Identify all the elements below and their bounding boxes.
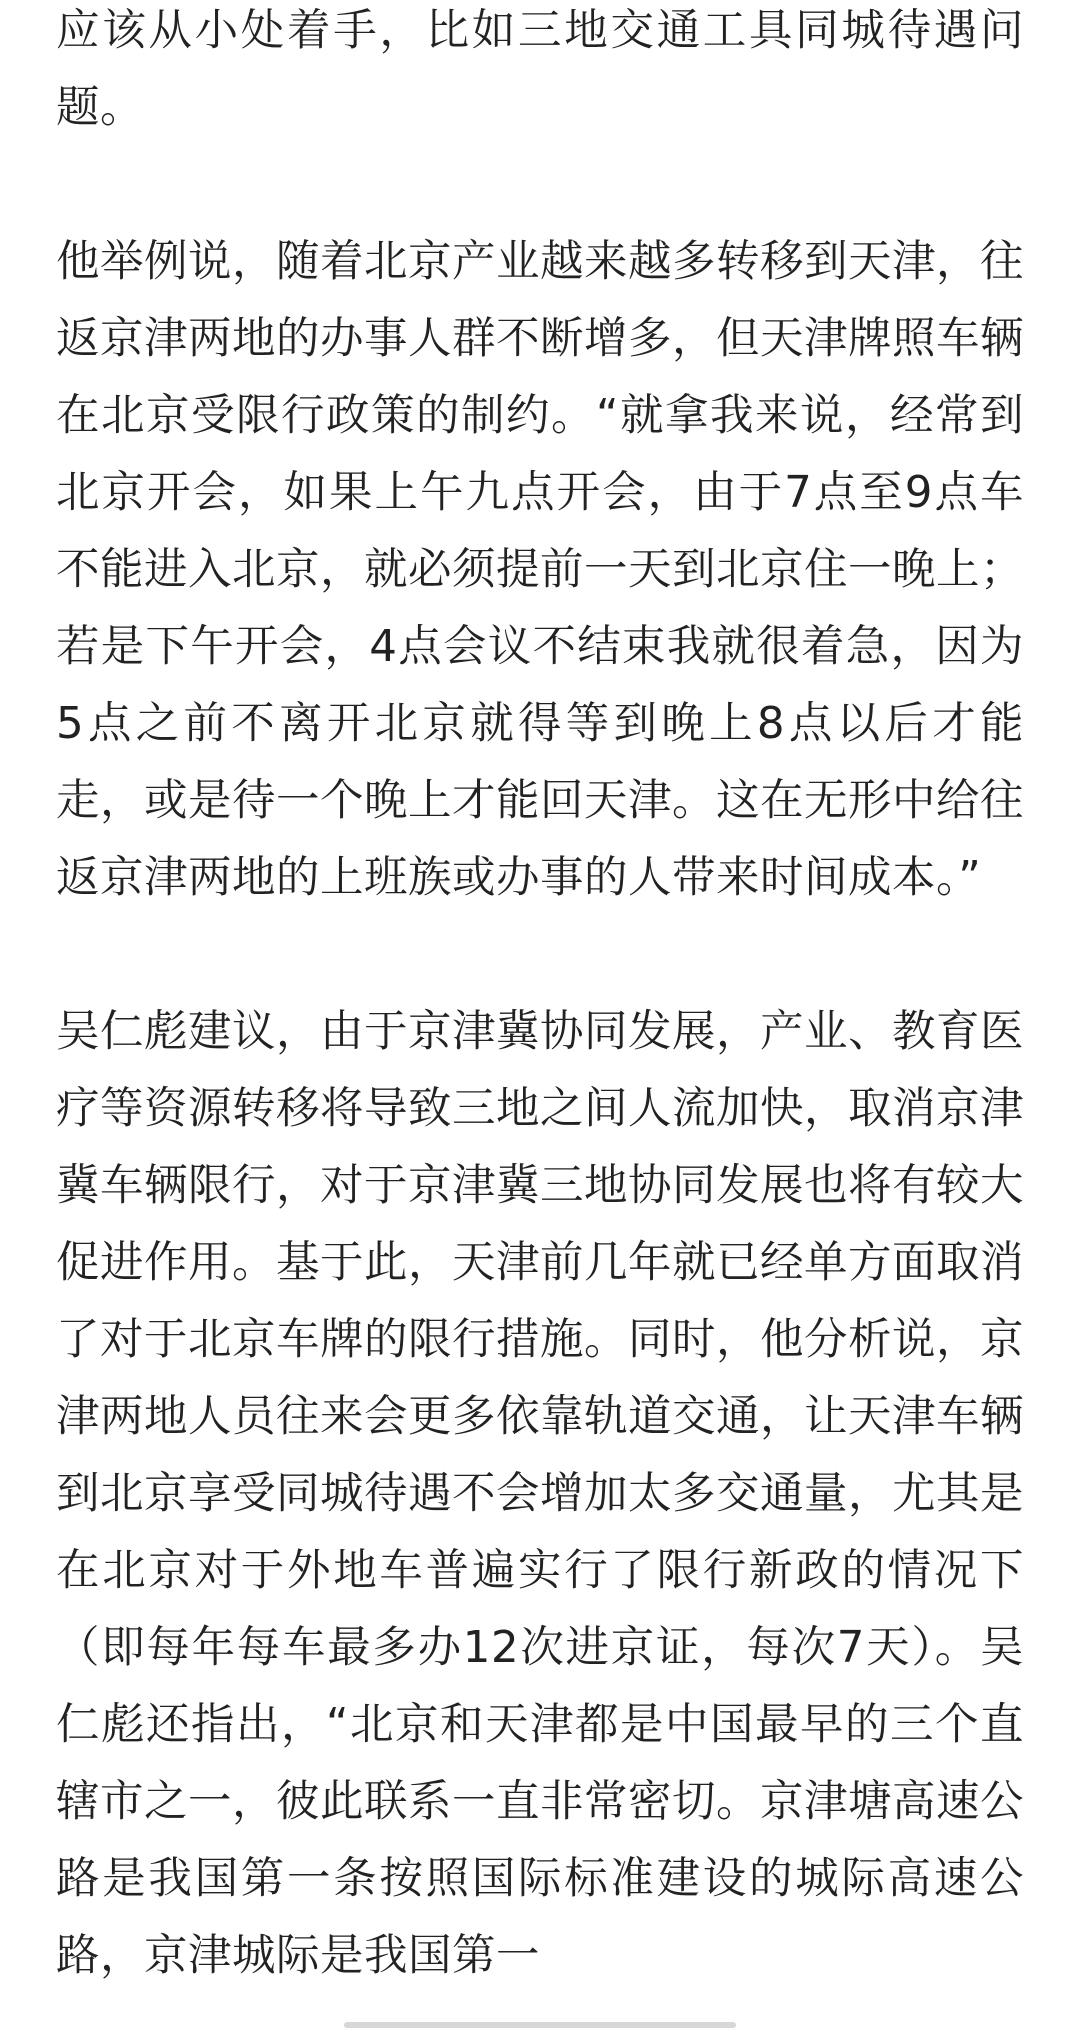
scroll-indicator[interactable]	[344, 2022, 736, 2028]
article-paragraph-3: 吴仁彪建议，由于京津冀协同发展，产业、教育医疗等资源转移将导致三地之间人流加快，取消京津冀车辆限行，对于京津冀三地协同发展也将有较大促进作用。基于此，天津前几年就已经单方面取消了对于北京车牌的限行措施。同时，他分析说，京津两地人员往来会更多依靠轨道交通，让天津车辆到北京享受同城待遇不会增加太多交通量，尤其是在北京对于外地车普遍实行了限行新政的情况下（即每年每车最多办12次进京证，每次7天）。吴仁彪还指出，“北京和天津都是中国最早的三个直辖市之一，彼此联系一直非常密切。京津塘高速公路是我国第一条按照国际标准建设的城际高速公路，京津城际是我国第一	[56, 1007, 1024, 1981]
article-paragraph-2: 他举例说，随着北京产业越来越多转移到天津，往返京津两地的办事人群不断增多，但天津牌照车辆在北京受限行政策的制约。“就拿我来说，经常到北京开会，如果上午九点开会，由于7点至9点车不能进入北京，就必须提前一天到北京住一晚上；若是下午开会，4点会议不结束我就很着急，因为5点之前不离开北京就得等到晚上8点以后才能走，或是待一个晚上才能回天津。这在无形中给往返京津两地的上班族或办事的人带来时间成本。”	[56, 237, 1024, 903]
article-paragraph-1: 应该从小处着手，比如三地交通工具同城待遇问题。	[56, 6, 1024, 133]
article-body	[56, 0, 1024, 2032]
